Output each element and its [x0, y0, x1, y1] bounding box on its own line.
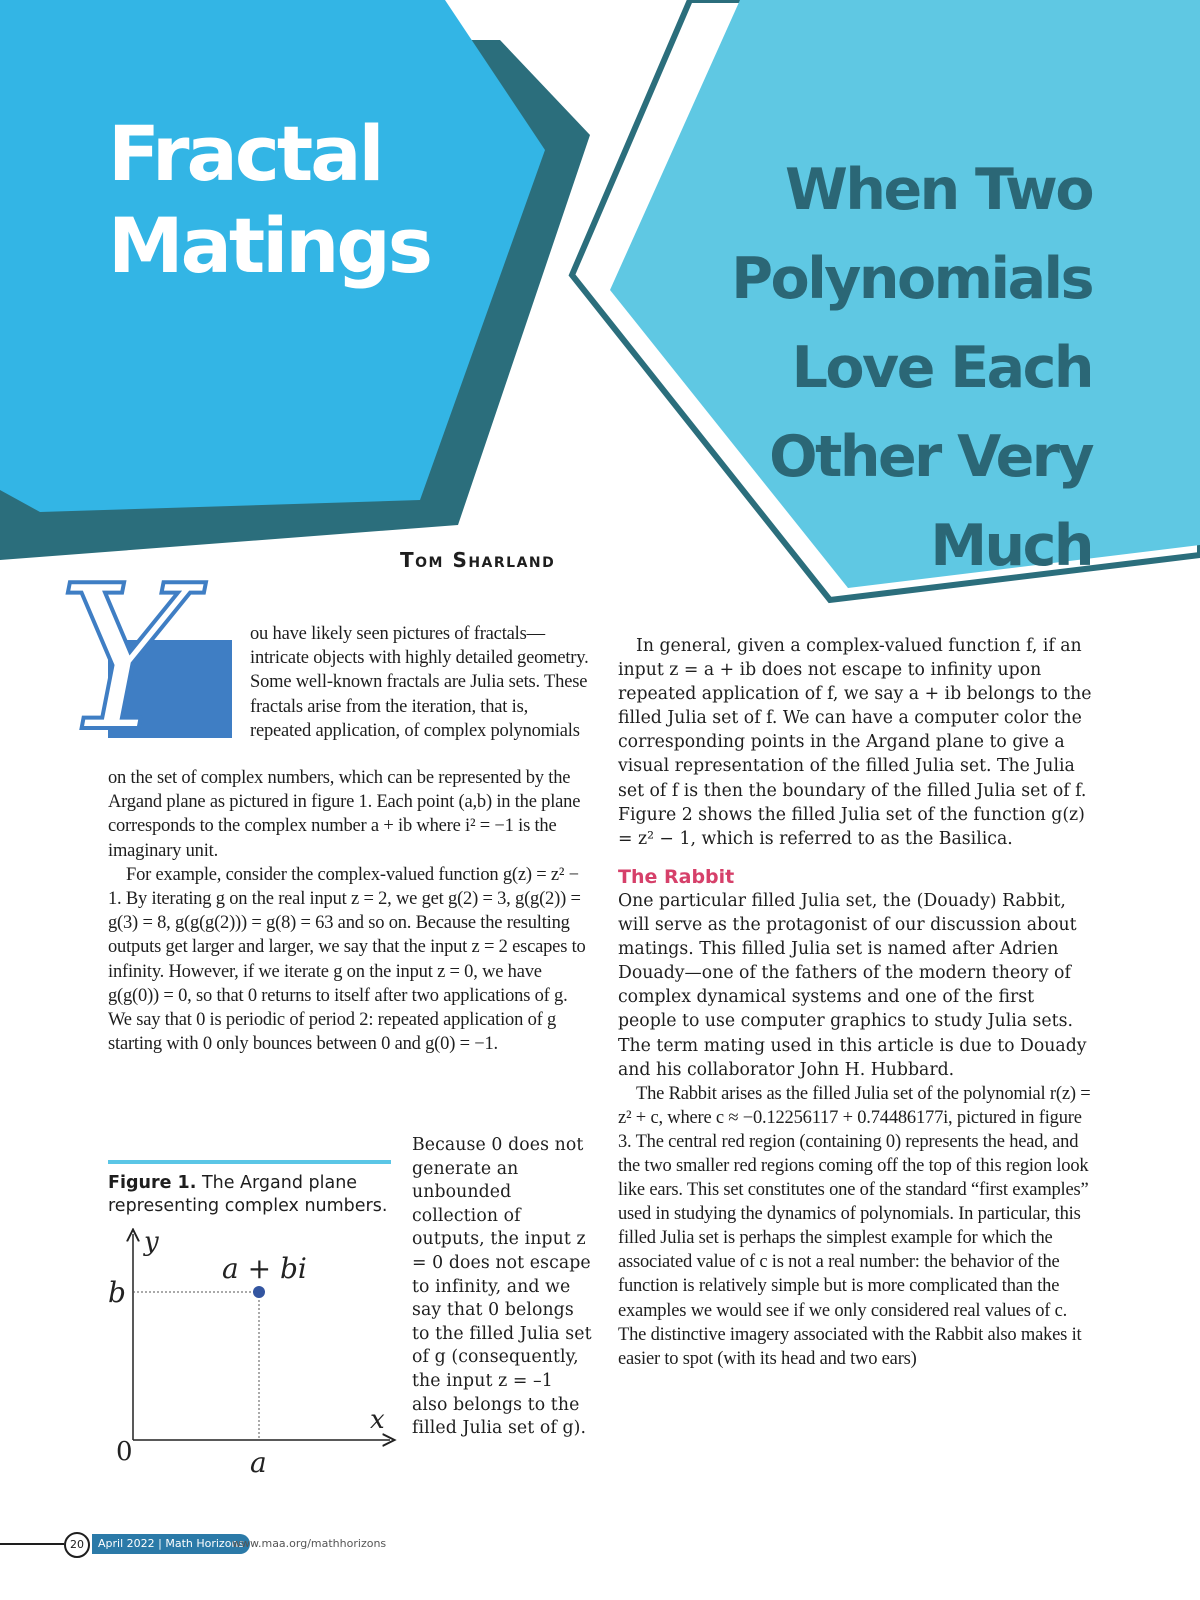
- figure1-caption-text: The Argand plane representing complex numbers.: [108, 1173, 388, 1216]
- figure1-caption: [108, 1172, 398, 1218]
- dropcap-letter: Y: [58, 543, 191, 776]
- col1-body: [108, 766, 588, 1056]
- title-right: [572, 146, 1092, 591]
- title-right-line: When Two: [785, 157, 1092, 223]
- author-byline: Tom Sharland: [400, 548, 556, 572]
- b-label: b: [108, 1276, 126, 1309]
- col2-paragraph: The Rabbit arises as the filled Julia set of the polynomial r(z) = z² + c, where c ≈ −0.12256117 + 0.74486177i, pictured in figure 3. The central red region (containing 0) represents the head, and the two smaller red regions coming off the top of this region look like ears. This set constitutes one of the standard “first examples” used in studying the dynamics of polynomials. In particular, this filled Julia set is perhaps the simplest example for which the associated value of c is not a real number: the behavior of the function is relatively simple but is more complicated than the examples we would see if we only considered real values of c. The distinctive imagery associated with the Rabbit also makes it easier to spot (with its head and two ears): [618, 1083, 1091, 1369]
- col1-narrow-text: Because 0 does not generate an unbounded collection of outputs, the input z = 0 does not escape to infinity, and we say that 0 belongs to the filled Julia set of g (consequently, the input z = –1 also belongs to the filled Julia set of g).: [412, 1135, 592, 1439]
- title-left-line2: Matings: [108, 201, 431, 290]
- x-axis-label: x: [370, 1405, 385, 1435]
- title-left-line1: Fractal: [108, 109, 382, 198]
- col2-body: [618, 634, 1093, 1371]
- title-right-line: Much: [930, 513, 1092, 579]
- title-right-line: Polynomials: [731, 246, 1092, 312]
- title-left: [108, 108, 528, 292]
- point-label: a + bi: [222, 1252, 307, 1285]
- page-number: 20: [64, 1532, 90, 1558]
- footer-url[interactable]: www.maa.org/mathhorizons: [232, 1537, 387, 1550]
- title-right-line: Love Each: [791, 335, 1092, 401]
- section-heading-rabbit: The Rabbit: [618, 865, 735, 888]
- col1-paragraph: on the set of complex numbers, which can be represented by the Argand plane as pictured in figure 1. Each point (a,b) in the plane corresponds to the complex number a + ib where i² = −1 is the imaginary unit.: [108, 768, 581, 861]
- a-label: a: [250, 1446, 267, 1478]
- figure1-caption-label: Figure 1.: [108, 1173, 197, 1193]
- col2-paragraph: One particular filled Julia set, the (Douady) Rabbit, will serve as the protagonist of our discussion about matings. This filled Julia set is named after Adrien Douady—one of the fathers of the modern theory of complex dynamical systems and one of the first people to use computer graphics to study Julia sets. The term mating used in this article is due to Douady and his collaborator John H. Hubbard.: [618, 890, 1087, 1080]
- footer-rule: [0, 1543, 64, 1545]
- issue-label: April 2022 | Math Horizons: [92, 1534, 250, 1554]
- col2-paragraph: In general, given a complex-valued function f, if an input z = a + ib does not escape to infinity upon repeated application of f, we say a + ib belongs to the filled Julia set of f. We can have a computer color the corresponding points in the Argand plane to give a visual representation of the filled Julia set. The Julia set of f is then the boundary of the filled Julia set of f. Figure 2 shows the filled Julia set of the function g(z) = z² − 1, which is referred to as the Basilica.: [618, 636, 1092, 849]
- origin-label: 0: [116, 1437, 133, 1467]
- col1-paragraph: For example, consider the complex-valued function g(z) = z² − 1. By iterating g on the real input z = 2, we get g(2) = 3, g(g(2)) = g(3) = 8, g(g(g(2))) = g(8) = 63 and so on. Because the resulting outputs get larger and larger, we say that the input z = 2 escapes to infinity. However, if we iterate g on the input z = 0, we have g(g(0)) = 0, so that 0 returns to itself after two applications of g. We say that 0 is periodic of period 2: repeated application of g starting with 0 only bounces between 0 and g(0) = −1.: [108, 864, 586, 1055]
- argand-plane-figure: [108, 1228, 398, 1478]
- point-a-plus-bi: [253, 1286, 265, 1298]
- col1-first-block: ou have likely seen pictures of fractals— intricate objects with highly detailed geometry. Some well-known fractals are Julia sets. These fractals arise from the iteration, that is, repeated application, of complex polynomials: [250, 624, 589, 741]
- y-axis-label: y: [144, 1228, 159, 1257]
- title-right-line: Other Very: [769, 424, 1092, 490]
- figure1-rule: [108, 1160, 391, 1164]
